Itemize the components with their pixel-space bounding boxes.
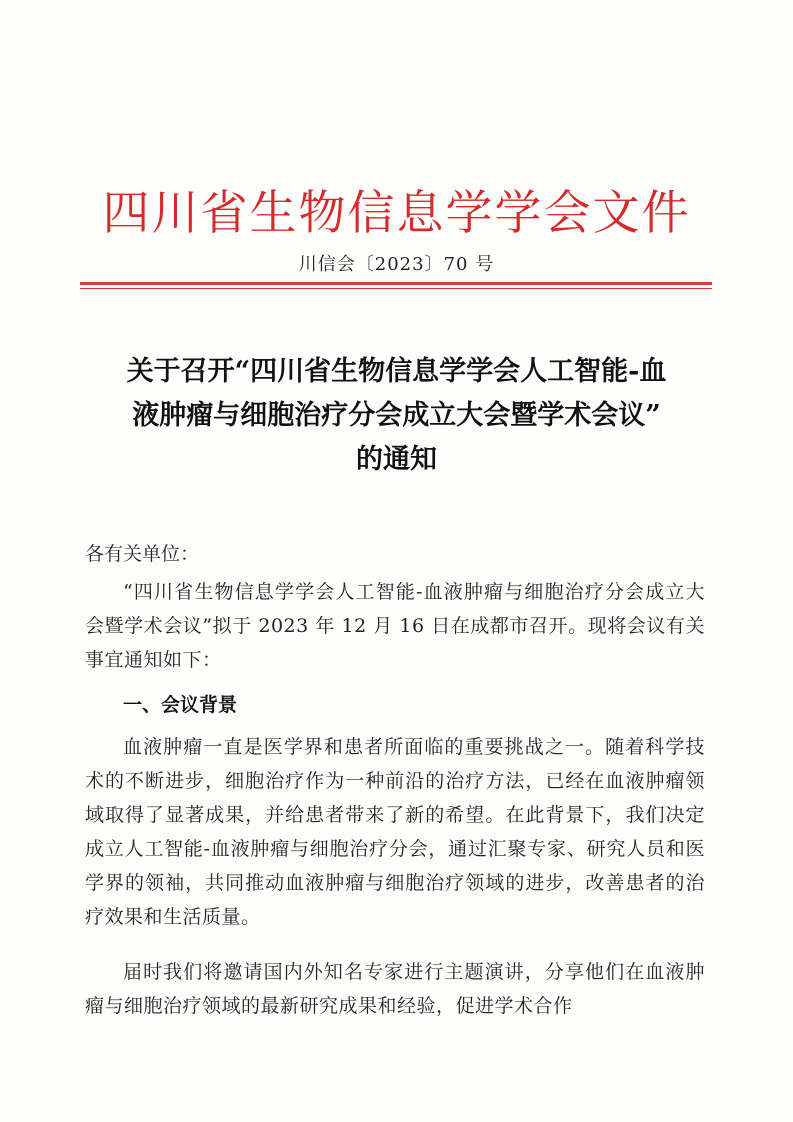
notice-title-line-2: 液肿瘤与细胞治疗分会成立大会暨学术会议” [132, 400, 661, 431]
background-paragraph-2: 届时我们将邀请国内外知名专家进行主题演讲，分享他们在血液肿瘤与细胞治疗领域的最新研究成果和经验，促进学术合作 [85, 961, 705, 1017]
notice-title-line-3: 的通知 [356, 444, 437, 475]
notice-title-line-1: 关于召开“四川省生物信息学学会人工智能-血 [126, 356, 667, 387]
org-header-title: 四川省生物信息学学会文件 [102, 186, 691, 241]
header-red-rule-thin [80, 288, 712, 289]
notice-title [60, 350, 733, 482]
intro-paragraph: “四川省生物信息学学会人工智能-血液肿瘤与细胞治疗分会成立大会暨学术会议”拟于 2023 年 12 月 16 日在成都市召开。现将会议有关事宜通知如下： [85, 581, 705, 671]
header-red-rule-thick [80, 282, 712, 285]
document-number: 川信会〔2023〕70 号 [298, 254, 495, 275]
section-heading-background: 一、会议背景 [123, 694, 238, 716]
salutation: 各有关单位： [85, 543, 200, 565]
background-paragraph-1: 血液肿瘤一直是医学界和患者所面临的重要挑战之一。随着科学技术的不断进步，细胞治疗作为一种前沿的治疗方法，已经在血液肿瘤领域取得了显著成果，并给患者带来了新的希望。在此背景下，我们决定成立人工智能-血液肿瘤与细胞治疗分会，通过汇聚专家、研究人员和医学界的领袖，共同推动血液肿瘤与细胞治疗领域的进步，改善患者的治疗效果和生活质量。 [85, 736, 705, 928]
